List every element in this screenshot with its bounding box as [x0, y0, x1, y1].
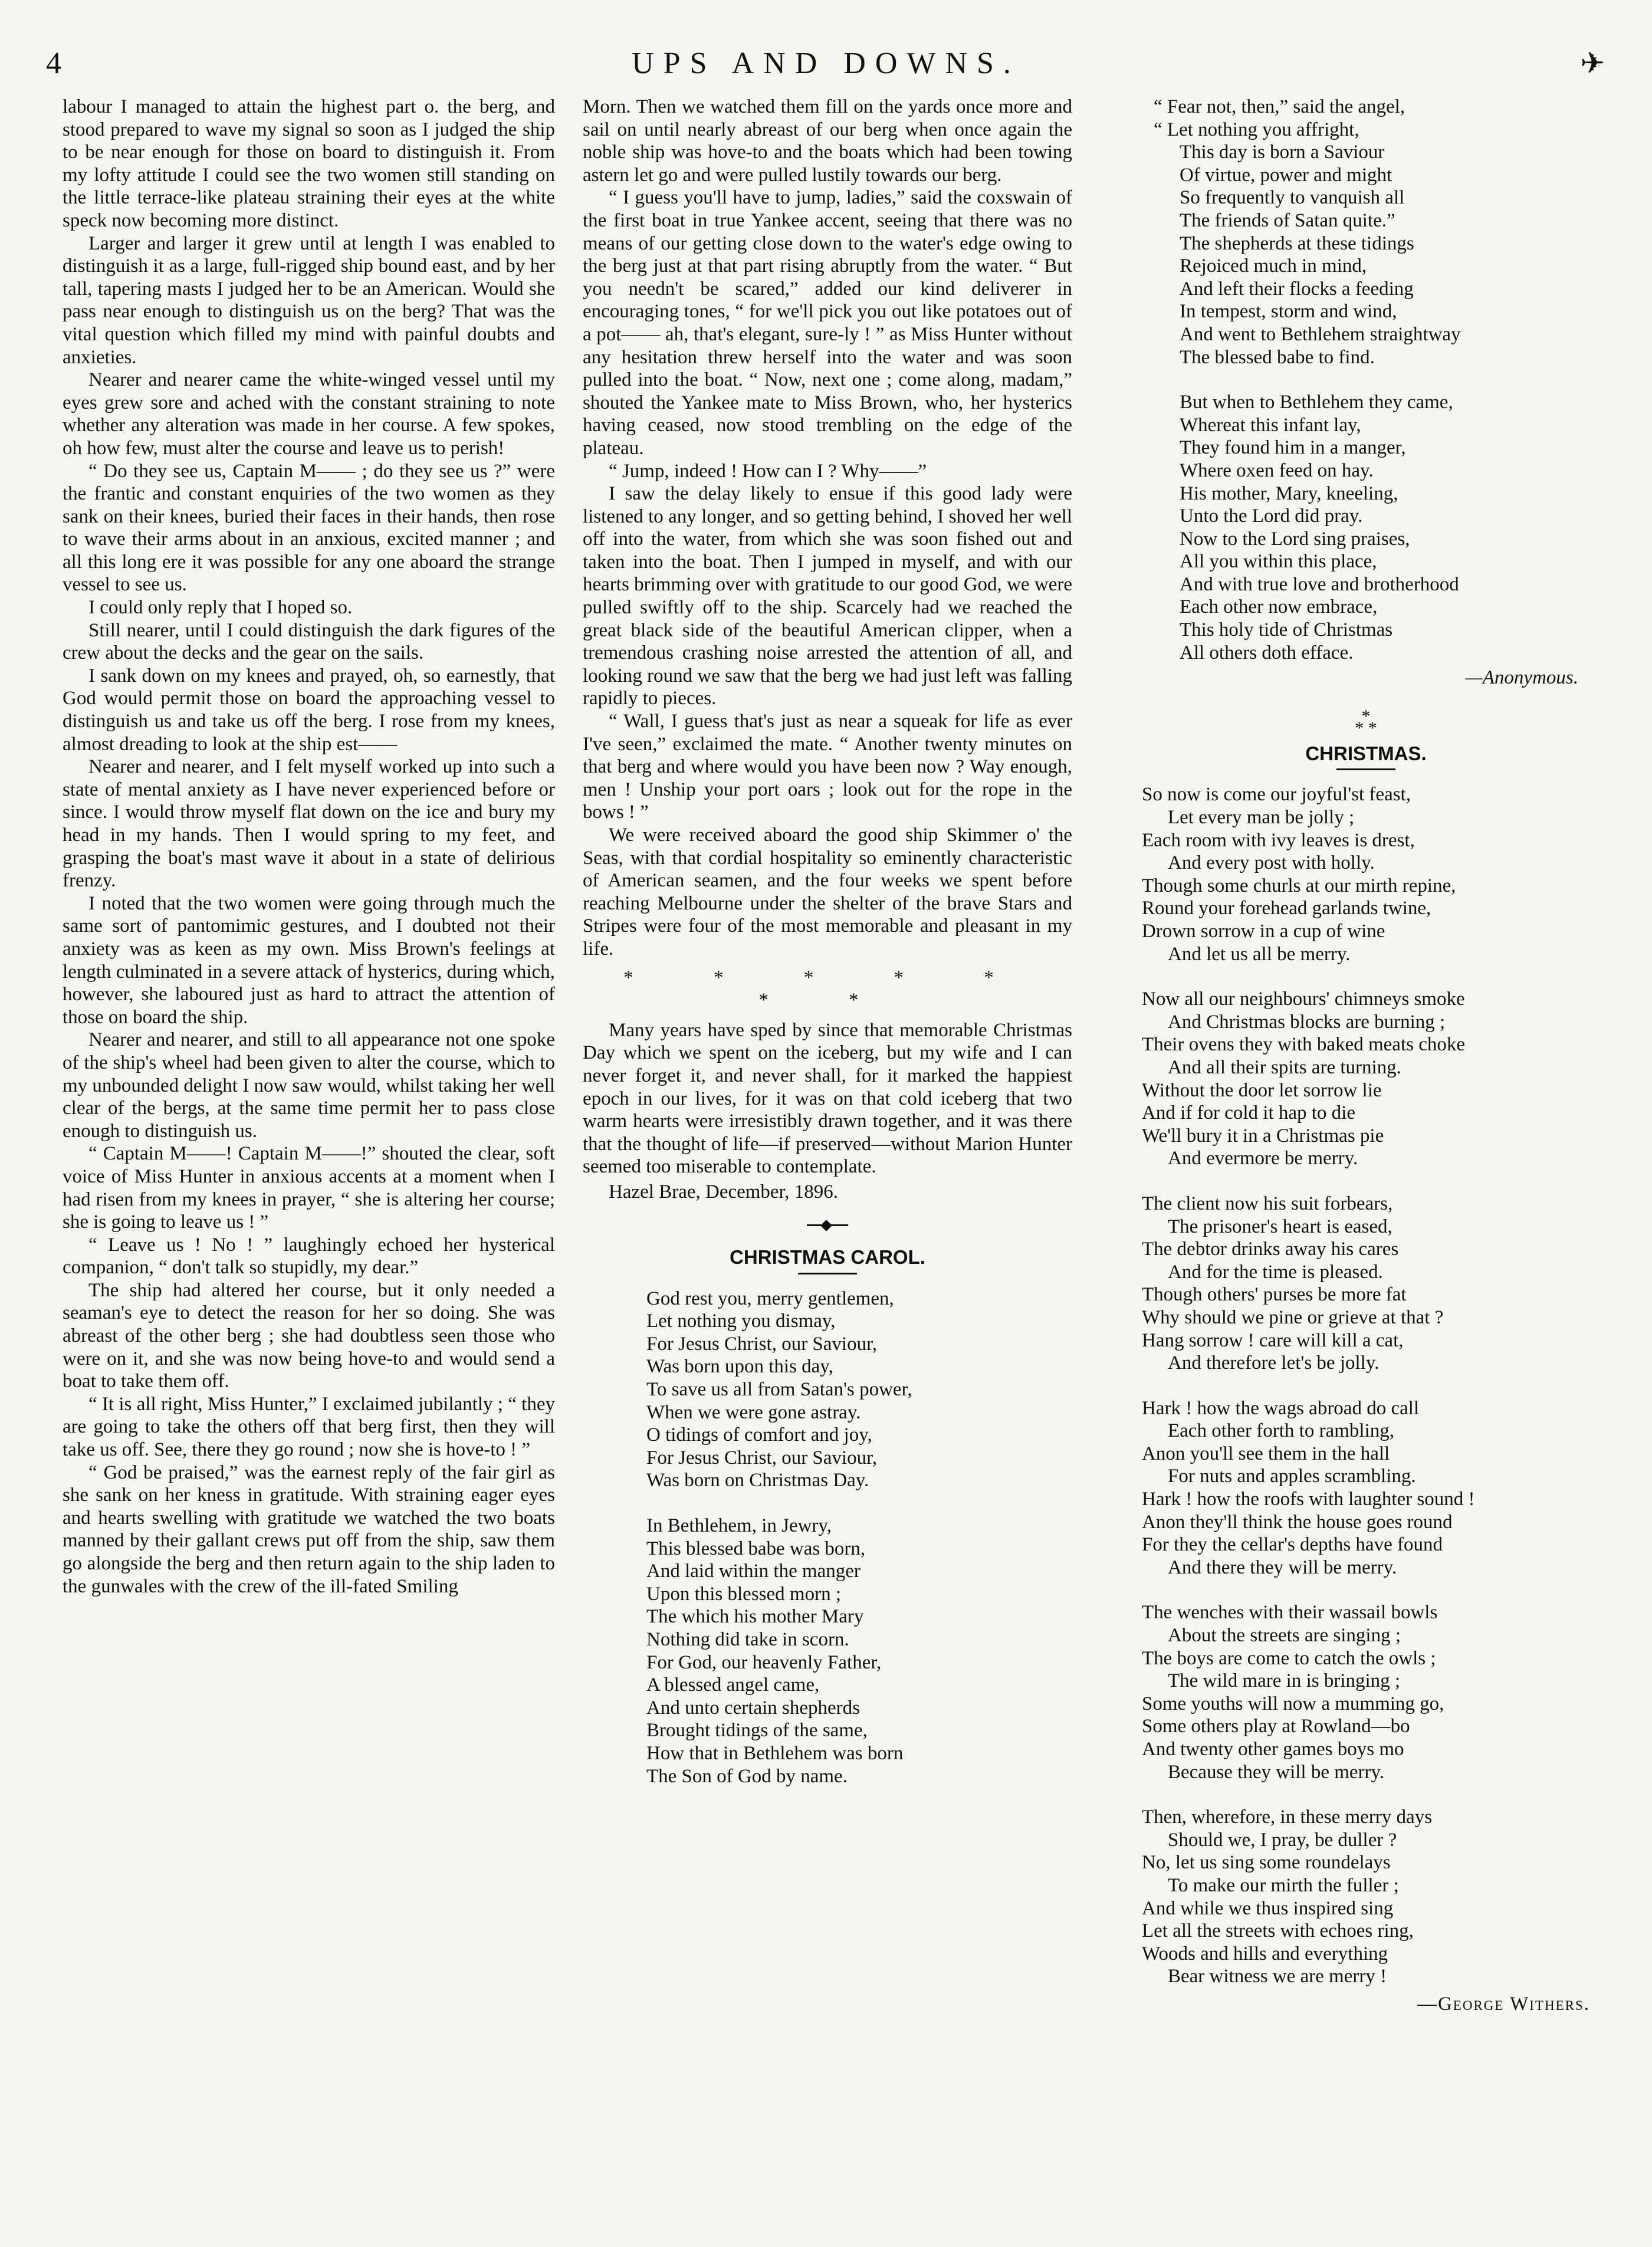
- verse-line: His mother, Mary, kneeling,: [1180, 482, 1398, 504]
- asterism-top: *: [1361, 706, 1371, 726]
- verse-line: And if for cold it hap to die: [1142, 1102, 1356, 1124]
- verse-line: O tidings of comfort and joy,: [646, 1424, 872, 1446]
- verse-line: Why should we pine or grieve at that ?: [1142, 1306, 1444, 1328]
- asterism-left: *: [1355, 718, 1364, 738]
- story-paragraph: I sank down on my knees and prayed, oh, so earnestly, that God would permit those on board the approaching vessel to distinguish us and take us off the berg. I rose from my knees, almost dreading to look at the ship est——: [63, 665, 555, 755]
- ornament-icon: ✈: [1580, 47, 1605, 80]
- verse-line: Some others play at Rowland—bo: [1142, 1716, 1410, 1737]
- verse-line: God rest you, merry gentlemen,: [646, 1287, 894, 1309]
- verse-line: So now is come our joyful'st feast,: [1142, 784, 1411, 806]
- verse-line: How that in Bethlehem was born: [646, 1742, 904, 1764]
- title-rule: [798, 1273, 857, 1274]
- verse-line: Hark ! how the roofs with laughter sound !: [1142, 1489, 1475, 1510]
- christmas-stanza-1: [1142, 783, 1590, 965]
- asterism-right: *: [1368, 718, 1377, 738]
- verse-line: And laid within the manger: [646, 1561, 861, 1582]
- verse-line: Each other forth to rambling,: [1168, 1420, 1394, 1442]
- verse-line: And for the time is pleased.: [1168, 1261, 1383, 1283]
- verse-line: In Bethlehem, in Jewry,: [646, 1515, 832, 1537]
- story-paragraph: We were received aboard the good ship Skimmer o' the Seas, with that cordial hospitality so eminently characteristic of American seamen, and the four weeks we spent before reaching Melbourne under the shelter of the brave Stars and Stripes were four of the most memorable and pleasant in my life.: [583, 824, 1072, 960]
- verse-line: So frequently to vanquish all: [1180, 187, 1405, 209]
- page-header: [0, 46, 1652, 93]
- column-1: [63, 96, 555, 1598]
- verse-line: Bear witness we are merry !: [1168, 1966, 1387, 1988]
- story-paragraph: I noted that the two women were going through much the same sort of pantomimic gestures, and I doubted not their anxiety was as keen as my own. Miss Brown's feelings at length culminated in a severe attack of hysterics, during which, however, she laboured just as hard to attract the attention of those on board the ship.: [63, 892, 555, 1028]
- story-paragraph: “ God be praised,” was the earnest reply of the fair girl as she sank on her kness in gratitude. With straining eager eyes and hearts swelling with gratitude we watched the two boats manned by their gallant crews put off from the ship, saw them go alongside the berg and then return again to the ship laden to the gunwales with the crew of the ill-fated Smiling: [63, 1461, 555, 1597]
- verse-line: Though some churls at our mirth repine,: [1142, 875, 1456, 896]
- verse-line: The wild mare in is bringing ;: [1168, 1670, 1401, 1692]
- page-number: 4: [46, 47, 61, 80]
- verse-line: And let us all be merry.: [1168, 943, 1351, 965]
- story-epilogue: Many years have sped by since that memorable Christmas Day which we spent on the iceberg, but my wife and I can never forget it, and never shall, for it marked the happiest epoch in our lives, for it was on that cold iceberg that two warm hearts were irresistibly drawn together, and it was there that the thought of life—if preserved—without Marion Hunter seemed too miserable to contemplate.: [583, 1019, 1072, 1178]
- verse-line: And Christmas blocks are burning ;: [1168, 1011, 1446, 1033]
- verse-line: For Jesus Christ, our Saviour,: [646, 1333, 878, 1355]
- christmas-stanza-5: [1142, 1601, 1590, 1783]
- story-paragraph: Nearer and nearer, and still to all appearance not one spoke of the ship's wheel had been given to alter the course, which to my unbounded delight I now saw would, whilst taking her well clear of the bergs, at the same time permit her to pass close enough to distinguish us.: [63, 1029, 555, 1142]
- story-paragraph: The ship had altered her course, but it only needed a seaman's eye to detect the reason for her so doing. She was abreast of the other berg ; she had doubtless seen those who were on it, and she was now being hove-to and would send a boat to take them off.: [63, 1279, 555, 1392]
- verse-line: Of virtue, power and might: [1180, 164, 1392, 186]
- asterism: [1142, 706, 1590, 738]
- verse-line: And therefore let's be jolly.: [1168, 1352, 1380, 1374]
- verse-line: Hang sorrow ! care will kill a cat,: [1142, 1329, 1404, 1351]
- story-paragraph: Nearer and nearer, and I felt myself worked up into such a state of mental anxiety as I have never experienced before or since. I would throw myself flat down on the ice and bury my head in my hands. Then I would spring to my feet, and grasping the boat's mast wave it about in a state of delirious frenzy.: [63, 756, 555, 892]
- carol-stanza-3: [1154, 96, 1590, 369]
- verse-line: For God, our heavenly Father,: [646, 1651, 882, 1673]
- verse-line: All others doth efface.: [1180, 642, 1354, 663]
- story-paragraph: Morn. Then we watched them fill on the yards once more and sail on until nearly abreast of our berg when once again the noble ship was hove-to and the boats which had been towing astern let go and were pulled lustily towards our berg.: [583, 96, 1072, 186]
- verse-line: Brought tidings of the same,: [646, 1720, 868, 1742]
- verse-line: And while we thus inspired sing: [1142, 1897, 1394, 1919]
- verse-line: “ Let nothing you affright,: [1154, 119, 1359, 140]
- carol-verse: [583, 1287, 1072, 1788]
- verse-line: And unto certain shepherds: [646, 1697, 860, 1719]
- verse-line: A blessed angel came,: [646, 1674, 820, 1696]
- verse-line: Rejoiced much in mind,: [1180, 255, 1367, 277]
- story-paragraph: “ It is all right, Miss Hunter,” I exclaimed jubilantly ; “ they are going to take the others off that berg first, then they will take us off. See, there they go round ; now she is hove-to ! ”: [63, 1393, 555, 1461]
- verse-line: Round your forehead garlands twine,: [1142, 898, 1431, 919]
- carol-stanza-2: [646, 1515, 1072, 1788]
- verse-line: The which his mother Mary: [646, 1606, 864, 1628]
- verse-line: All you within this place,: [1180, 551, 1377, 573]
- column-3: [1142, 96, 1590, 2016]
- story-paragraph: I saw the delay likely to ensue if this good lady were listened to any longer, and so getting behind, I shoved her well off into the water, from which she was soon fished out and taken into the boat. Then I jumped in myself, and with our hearts brimming over with gratitude to our good God, we were pulled swiftly off to the ship. Scarcely had we reached the great black side of the beautiful American clipper, when a tremendous crashing noise arrested the attention of all, and looking round we saw that the berg we had just left was falling rapidly to pieces.: [583, 483, 1072, 709]
- verse-line: And twenty other games boys mo: [1142, 1739, 1404, 1760]
- story-paragraph: Larger and larger it grew until at length I was enabled to distinguish it as a large, full-rigged ship bound east, and by her tall, tapering masts I judged her to be an American. Would she pass near enough to distinguish us on the berg? That was the vital question which filled my mind with painful doubts and anxieties.: [63, 232, 555, 368]
- verse-line: For nuts and apples scrambling.: [1168, 1466, 1416, 1487]
- verse-line: We'll bury it in a Christmas pie: [1142, 1125, 1384, 1147]
- verse-line: Then, wherefore, in these merry days: [1142, 1806, 1433, 1828]
- christmas-verse: [1142, 783, 1590, 1988]
- verse-line: This blessed babe was born,: [646, 1538, 866, 1559]
- verse-line: This day is born a Saviour: [1180, 142, 1385, 163]
- story-paragraph: labour I managed to attain the highest part o. the berg, and stood prepared to wave my signal so soon as I judged the ship to be near enough for those on board to distinguish it. From my lofty attitude I could see the two women still standing on the little terrace-like plateau straining their eyes at the white speck now becoming more distinct.: [63, 96, 555, 231]
- carol-verse-continued: [1142, 96, 1590, 664]
- verse-line: In tempest, storm and wind,: [1180, 301, 1397, 323]
- verse-line: Each other now embrace,: [1180, 596, 1378, 618]
- verse-line: They found him in a manger,: [1180, 437, 1406, 459]
- verse-line: The shepherds at these tidings: [1180, 232, 1414, 254]
- title-rule: [1336, 768, 1395, 770]
- verse-line: No, let us sing some roundelays: [1142, 1852, 1391, 1874]
- story-paragraph: “ Jump, indeed ! How can I ? Why——”: [609, 460, 927, 482]
- verse-line: Though others' purses be more fat: [1142, 1284, 1407, 1306]
- verse-line: Anon you'll see them in the hall: [1142, 1443, 1390, 1464]
- verse-line: And left their flocks a feeding: [1180, 278, 1414, 300]
- carol-stanza-4: [1154, 391, 1590, 664]
- verse-line: Their ovens they with baked meats choke: [1142, 1034, 1465, 1056]
- verse-line: When we were gone astray.: [646, 1401, 861, 1423]
- verse-line: The blessed babe to find.: [1180, 346, 1375, 368]
- story-paragraph: Nearer and nearer came the white-winged vessel until my eyes grew sore and ached with the constant straining to note whether any alteration was made in her course. A few spokes, oh how few, must alter the course and leave us to perish!: [63, 369, 555, 459]
- verse-line: And there they will be merry.: [1168, 1556, 1397, 1578]
- verse-line: This holy tide of Christmas: [1180, 619, 1393, 641]
- verse-line: Whereat this infant lay,: [1180, 414, 1361, 436]
- verse-line: The client now his suit forbears,: [1142, 1193, 1393, 1214]
- christmas-stanza-3: [1142, 1193, 1590, 1375]
- divider-ornament: [583, 1213, 1072, 1236]
- verse-line: To save us all from Satan's power,: [646, 1379, 912, 1401]
- christmas-stanza-2: [1142, 988, 1590, 1170]
- christmas-attribution: —George Withers.: [1417, 1993, 1590, 2015]
- verse-line: Some youths will now a mumming go,: [1142, 1693, 1444, 1714]
- verse-line: To make our mirth the fuller ;: [1168, 1874, 1399, 1896]
- verse-line: And evermore be merry.: [1168, 1148, 1358, 1170]
- verse-line: Without the door let sorrow lie: [1142, 1079, 1382, 1101]
- story-paragraph: “ I guess you'll have to jump, ladies,” said the coxswain of the first boat in true Yankee accent, seeing that there was no means of our getting close down to the water's edge owing to the berg just at that part rising abruptly from the water. “ But you needn't be scared,” added our kind deliverer in encouraging tones, “ for we'll pick you out like potatoes out of a pot—— ah, that's elegant, sure-ly ! ” as Miss Hunter without any hesitation threw herself into the water and was soon pulled into the boat. “ Now, next one ; come along, madam,” shouted the Yankee mate to Miss Brown, who, her hysterics having ceased, now stood trembling on the edge of the plateau.: [583, 187, 1072, 459]
- verse-line: About the streets are singing ;: [1168, 1625, 1401, 1647]
- verse-line: But when to Bethlehem they came,: [1180, 392, 1453, 413]
- verse-line: Should we, I pray, be duller ?: [1168, 1829, 1397, 1851]
- verse-line: Drown sorrow in a cup of wine: [1142, 921, 1385, 942]
- carol-stanza-1: [646, 1287, 1072, 1492]
- verse-line: And all their spits are turning.: [1168, 1056, 1401, 1078]
- verse-line: Woods and hills and everything: [1142, 1943, 1388, 1965]
- verse-line: The Son of God by name.: [646, 1765, 848, 1787]
- verse-line: And every post with holly.: [1168, 852, 1375, 874]
- story-paragraph: “ Do they see us, Captain M—— ; do they see us ?” were the frantic and constant enquiries of the two women as they sank on their knees, buried their faces in their hands, then rose to wave their arms about in an anxious, excited manner ; and all this long ere it was possible for any one aboard the strange vessel to see us.: [63, 460, 555, 596]
- verse-line: Now to the Lord sing praises,: [1180, 528, 1410, 550]
- verse-line: The prisoner's heart is eased,: [1168, 1216, 1392, 1237]
- verse-line: Unto the Lord did pray.: [1180, 505, 1363, 527]
- story-paragraph: “ Leave us ! No ! ” laughingly echoed her hysterical companion, “ don't talk so stupidly, my dear.”: [63, 1234, 555, 1279]
- verse-line: And went to Bethlehem straightway: [1180, 323, 1461, 345]
- verse-line: Was born on Christmas Day.: [646, 1470, 869, 1492]
- verse-line: Anon they'll think the house goes round: [1142, 1511, 1453, 1533]
- story-paragraph: “ Captain M——! Captain M——!” shouted the clear, soft voice of Miss Hunter in anxious accents at a moment when I had risen from my knees in prayer, “ she is altering her course; she is going to leave us ! ”: [63, 1143, 555, 1233]
- christmas-stanza-4: [1142, 1397, 1590, 1579]
- verse-line: Hark ! how the wags abroad do call: [1142, 1397, 1420, 1419]
- story-paragraph: “ Wall, I guess that's just as near a squeak for life as ever I've seen,” exclaimed the mate. “ Another twenty minutes on that berg and where would you have been now ? Way enough, men ! Unship your port oars ; look out for the rope in the bows ! ”: [583, 711, 1072, 823]
- verse-line: The friends of Satan quite.”: [1180, 209, 1395, 231]
- verse-line: Let every man be jolly ;: [1168, 807, 1355, 829]
- story-paragraph: I could only reply that I hoped so.: [88, 597, 353, 619]
- verse-line: Where oxen feed on hay.: [1180, 459, 1374, 481]
- section-break-stars: * * * * * * *: [623, 967, 1032, 1011]
- verse-line: And with true love and brotherhood: [1180, 573, 1459, 595]
- christmas-title: CHRISTMAS.: [1305, 742, 1427, 764]
- verse-line: Was born upon this day,: [646, 1356, 833, 1378]
- magazine-title: UPS AND DOWNS.: [632, 47, 1020, 80]
- carol-attribution: —Anonymous.: [1465, 667, 1578, 689]
- verse-line: Because they will be merry.: [1168, 1761, 1385, 1783]
- verse-line: The debtor drinks away his cares: [1142, 1239, 1399, 1260]
- column-2: [583, 96, 1072, 1810]
- christmas-stanza-6: [1142, 1806, 1590, 1988]
- verse-line: For Jesus Christ, our Saviour,: [646, 1447, 878, 1469]
- story-signature: Hazel Brae, December, 1896.: [609, 1181, 838, 1203]
- verse-line: Nothing did take in scorn.: [646, 1629, 849, 1650]
- verse-line: Let all the streets with echoes ring,: [1142, 1920, 1414, 1942]
- story-paragraph: Still nearer, until I could distinguish the dark figures of the crew about the decks and the gear on the sails.: [63, 619, 555, 664]
- verse-line: Now all our neighbours' chimneys smoke: [1142, 988, 1465, 1010]
- verse-line: Each room with ivy leaves is drest,: [1142, 829, 1415, 851]
- verse-line: Let nothing you dismay,: [646, 1310, 836, 1332]
- carol-title: CHRISTMAS CAROL.: [730, 1246, 925, 1269]
- verse-line: “ Fear not, then,” said the angel,: [1154, 96, 1405, 117]
- verse-line: Upon this blessed morn ;: [646, 1583, 841, 1605]
- verse-line: For they the cellar's depths have found: [1142, 1534, 1443, 1556]
- verse-line: The boys are come to catch the owls ;: [1142, 1647, 1436, 1669]
- verse-line: The wenches with their wassail bowls: [1142, 1602, 1438, 1624]
